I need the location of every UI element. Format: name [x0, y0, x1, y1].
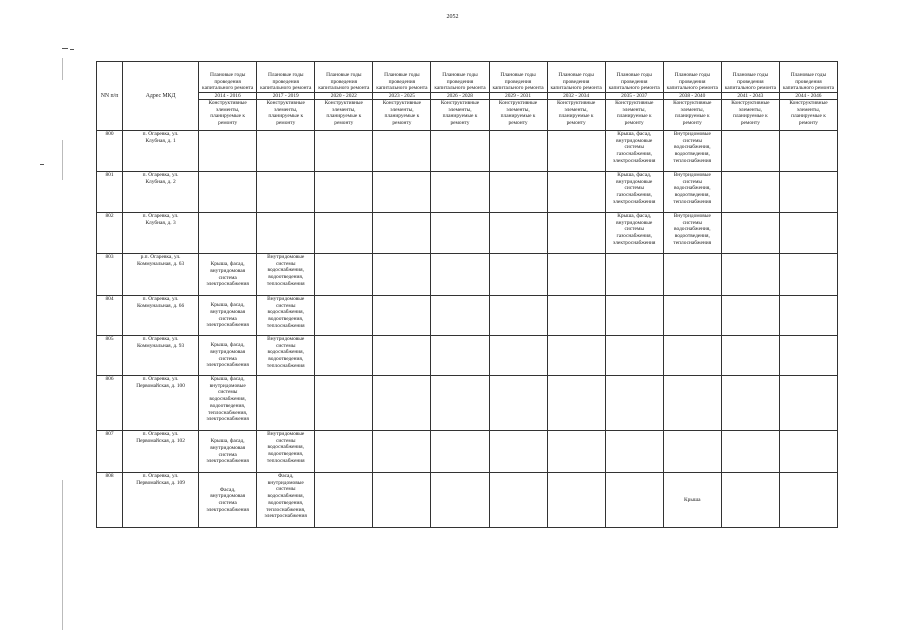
- table-row: [97, 473, 838, 528]
- work-cell-2020-2022: [315, 254, 373, 296]
- work-cell-2038-2040: Внутридомовые системы водоснабжения, водоотведения, теплоснабжения: [663, 172, 721, 213]
- header-elements-label: Конструктивные элементы, планируемые к ремонту: [721, 100, 779, 131]
- work-cell-2032-2034: [547, 376, 605, 431]
- row-address: п. Огаревка, ул. Первомайская, д. 102: [123, 431, 199, 473]
- work-cell-2017-2019: Внутридомовые системы водоснабжения, водоотведения, теплоснабжения: [257, 254, 315, 296]
- work-cell-2035-2037: [605, 431, 663, 473]
- header-period-label: Плановые годы проведения капитального ремонта: [547, 62, 605, 93]
- work-cell-2038-2040: Внутридомовые системы водоснабжения, водоотведения, теплоснабжения: [663, 213, 721, 254]
- work-cell-2041-2043: [721, 131, 779, 172]
- row-number: 808: [97, 473, 123, 528]
- scan-artifact: [62, 480, 63, 630]
- work-cell-2035-2037: [605, 254, 663, 296]
- work-cell-2029-2031: [489, 376, 547, 431]
- work-cell-2020-2022: [315, 431, 373, 473]
- header-period-label: Плановые годы проведения капитального ремонта: [489, 62, 547, 93]
- scan-artifact: [62, 58, 63, 80]
- work-cell-2032-2034: [547, 296, 605, 336]
- row-number: 802: [97, 213, 123, 254]
- work-cell-2023-2025: [373, 473, 431, 528]
- work-cell-2026-2028: [431, 131, 489, 172]
- header-period-label: Плановые годы проведения капитального ремонта: [257, 62, 315, 93]
- work-cell-2029-2031: [489, 473, 547, 528]
- header-period-years: 2020 - 2022: [315, 93, 373, 100]
- header-period-years: 2026 - 2028: [431, 93, 489, 100]
- table-row: [97, 213, 838, 254]
- work-cell-2044-2046: [779, 172, 837, 213]
- work-cell-2038-2040: [663, 254, 721, 296]
- work-cell-2029-2031: [489, 336, 547, 376]
- work-cell-2041-2043: [721, 213, 779, 254]
- work-cell-2035-2037: Крыша, фасад, внутридомовые системы газоснабжения, электроснабжения: [605, 213, 663, 254]
- header-period-label: Плановые годы проведения капитального ремонта: [373, 62, 431, 93]
- work-cell-2014-2016: [199, 131, 257, 172]
- work-cell-2023-2025: [373, 213, 431, 254]
- work-cell-2038-2040: Внутридомовые системы водоснабжения, водоотведения, теплоснабжения: [663, 131, 721, 172]
- header-number-column: NN п/п: [97, 62, 123, 131]
- work-cell-2041-2043: [721, 376, 779, 431]
- table-row: [97, 172, 838, 213]
- work-cell-2041-2043: [721, 473, 779, 528]
- work-cell-2032-2034: [547, 431, 605, 473]
- header-elements-label: Конструктивные элементы, планируемые к ремонту: [605, 100, 663, 131]
- work-cell-2035-2037: [605, 376, 663, 431]
- row-number: 800: [97, 131, 123, 172]
- work-cell-2026-2028: [431, 473, 489, 528]
- table-row: [97, 131, 838, 172]
- work-cell-2041-2043: [721, 336, 779, 376]
- work-cell-2029-2031: [489, 296, 547, 336]
- header-period-years: 2032 - 2034: [547, 93, 605, 100]
- work-cell-2023-2025: [373, 254, 431, 296]
- page-number: 2052: [446, 14, 459, 20]
- work-cell-2038-2040: [663, 336, 721, 376]
- repair-plan-table: [96, 61, 838, 528]
- work-cell-2044-2046: [779, 431, 837, 473]
- work-cell-2044-2046: [779, 376, 837, 431]
- work-cell-2020-2022: [315, 131, 373, 172]
- work-cell-2041-2043: [721, 254, 779, 296]
- header-period-years: 2029 - 2031: [489, 93, 547, 100]
- table-row: [97, 376, 838, 431]
- work-cell-2026-2028: [431, 254, 489, 296]
- work-cell-2032-2034: [547, 254, 605, 296]
- work-cell-2023-2025: [373, 336, 431, 376]
- header-elements-label: Конструктивные элементы, планируемые к ремонту: [779, 100, 837, 131]
- work-cell-2020-2022: [315, 296, 373, 336]
- work-cell-2044-2046: [779, 473, 837, 528]
- header-elements-label: Конструктивные элементы, планируемые к ремонту: [663, 100, 721, 131]
- work-cell-2020-2022: [315, 213, 373, 254]
- header-period-years: 2038 - 2040: [663, 93, 721, 100]
- work-cell-2014-2016: Крыша, фасад, внутридомовые системы водоснабжения, водоотведения, теплоснабжения, электроснабжения: [199, 376, 257, 431]
- work-cell-2038-2040: [663, 431, 721, 473]
- row-number: 806: [97, 376, 123, 431]
- work-cell-2017-2019: Внутридомовые системы водоснабжения, водоотведения, теплоснабжения: [257, 431, 315, 473]
- header-period-years: 2023 - 2025: [373, 93, 431, 100]
- header-elements-label: Конструктивные элементы, планируемые к ремонту: [489, 100, 547, 131]
- work-cell-2026-2028: [431, 172, 489, 213]
- work-cell-2014-2016: Крыша, фасад, внутридомовая система электроснабжения: [199, 254, 257, 296]
- work-cell-2020-2022: [315, 336, 373, 376]
- work-cell-2017-2019: [257, 376, 315, 431]
- header-period-label: Плановые годы проведения капитального ремонта: [721, 62, 779, 93]
- work-cell-2026-2028: [431, 431, 489, 473]
- header-period-label: Плановые годы проведения капитального ремонта: [199, 62, 257, 93]
- work-cell-2017-2019: [257, 172, 315, 213]
- work-cell-2035-2037: Крыша, фасад, внутридомовые системы газоснабжения, электроснабжения: [605, 172, 663, 213]
- work-cell-2017-2019: Внутридомовые системы водоснабжения, водоотведения, теплоснабжения: [257, 296, 315, 336]
- work-cell-2026-2028: [431, 213, 489, 254]
- scan-artifact: [70, 49, 74, 50]
- work-cell-2029-2031: [489, 131, 547, 172]
- work-cell-2014-2016: [199, 213, 257, 254]
- work-cell-2035-2037: [605, 296, 663, 336]
- row-address: п. Огаревка, ул. Первомайская, д. 109: [123, 473, 199, 528]
- row-address: п. Огаревка, ул. Коммунальная, д. 66: [123, 296, 199, 336]
- work-cell-2014-2016: Крыша, фасад, внутридомовая система электроснабжения: [199, 336, 257, 376]
- work-cell-2017-2019: [257, 213, 315, 254]
- work-cell-2032-2034: [547, 213, 605, 254]
- scan-artifact: [40, 164, 44, 165]
- table-body: [97, 131, 838, 528]
- work-cell-2032-2034: [547, 172, 605, 213]
- work-cell-2029-2031: [489, 254, 547, 296]
- row-number: 805: [97, 336, 123, 376]
- header-period-years: 2041 - 2043: [721, 93, 779, 100]
- work-cell-2035-2037: [605, 473, 663, 528]
- row-number: 803: [97, 254, 123, 296]
- work-cell-2014-2016: Крыша, фасад, внутридомовая система электроснабжения: [199, 431, 257, 473]
- scan-artifact: [62, 140, 63, 180]
- table-header: [97, 62, 838, 131]
- work-cell-2023-2025: [373, 296, 431, 336]
- row-address: р.п. Огаревка, ул. Коммунальная, д. 63: [123, 254, 199, 296]
- work-cell-2038-2040: Крыша: [663, 473, 721, 528]
- work-cell-2023-2025: [373, 131, 431, 172]
- work-cell-2017-2019: [257, 131, 315, 172]
- work-cell-2044-2046: [779, 131, 837, 172]
- work-cell-2044-2046: [779, 336, 837, 376]
- work-cell-2014-2016: [199, 172, 257, 213]
- work-cell-2026-2028: [431, 296, 489, 336]
- work-cell-2029-2031: [489, 431, 547, 473]
- work-cell-2041-2043: [721, 296, 779, 336]
- work-cell-2017-2019: Фасад, внутридомовые системы водоснабжения, водоотведения, теплоснабжения, электроснабжения: [257, 473, 315, 528]
- header-period-label: Плановые годы проведения капитального ремонта: [431, 62, 489, 93]
- work-cell-2041-2043: [721, 431, 779, 473]
- work-cell-2035-2037: Крыша, фасад, внутридомовые системы газоснабжения, электроснабжения: [605, 131, 663, 172]
- work-cell-2038-2040: [663, 296, 721, 336]
- header-period-years: 2017 - 2019: [257, 93, 315, 100]
- work-cell-2029-2031: [489, 213, 547, 254]
- work-cell-2029-2031: [489, 172, 547, 213]
- table-row: [97, 254, 838, 296]
- header-elements-label: Конструктивные элементы, планируемые к ремонту: [547, 100, 605, 131]
- table-row: [97, 296, 838, 336]
- work-cell-2044-2046: [779, 296, 837, 336]
- header-elements-label: Конструктивные элементы, планируемые к ремонту: [199, 100, 257, 131]
- row-number: 801: [97, 172, 123, 213]
- work-cell-2044-2046: [779, 254, 837, 296]
- row-address: п. Огаревка, ул. Первомайская, д. 100: [123, 376, 199, 431]
- table-row: [97, 431, 838, 473]
- work-cell-2014-2016: Крыша, фасад, внутридомовая система электроснабжения: [199, 296, 257, 336]
- work-cell-2032-2034: [547, 336, 605, 376]
- header-period-label: Плановые годы проведения капитального ремонта: [605, 62, 663, 93]
- row-address: п. Огаревка, ул. Клубная, д. 3: [123, 213, 199, 254]
- header-elements-label: Конструктивные элементы, планируемые к ремонту: [315, 100, 373, 131]
- work-cell-2023-2025: [373, 376, 431, 431]
- work-cell-2038-2040: [663, 376, 721, 431]
- work-cell-2023-2025: [373, 172, 431, 213]
- header-period-label: Плановые годы проведения капитального ремонта: [315, 62, 373, 93]
- table-row: [97, 336, 838, 376]
- header-period-label: Плановые годы проведения капитального ремонта: [779, 62, 837, 93]
- work-cell-2023-2025: [373, 431, 431, 473]
- header-address-column: Адрес МКД: [123, 62, 199, 131]
- work-cell-2035-2037: [605, 336, 663, 376]
- header-elements-label: Конструктивные элементы, планируемые к ремонту: [257, 100, 315, 131]
- work-cell-2020-2022: [315, 172, 373, 213]
- work-cell-2032-2034: [547, 131, 605, 172]
- work-cell-2026-2028: [431, 336, 489, 376]
- header-period-years: 2014 - 2016: [199, 93, 257, 100]
- row-number: 807: [97, 431, 123, 473]
- header-period-years: 2044 - 2046: [779, 93, 837, 100]
- work-cell-2041-2043: [721, 172, 779, 213]
- header-elements-label: Конструктивные элементы, планируемые к ремонту: [373, 100, 431, 131]
- header-elements-label: Конструктивные элементы, планируемые к ремонту: [431, 100, 489, 131]
- work-cell-2017-2019: Внутридомовые системы водоснабжения, водоотведения, теплоснабжения: [257, 336, 315, 376]
- scan-artifact: [62, 48, 68, 49]
- work-cell-2032-2034: [547, 473, 605, 528]
- row-address: п. Огаревка, ул. Клубная, д. 2: [123, 172, 199, 213]
- row-number: 804: [97, 296, 123, 336]
- work-cell-2020-2022: [315, 376, 373, 431]
- header-period-years: 2035 - 2037: [605, 93, 663, 100]
- row-address: п. Огаревка, ул. Клубная, д. 1: [123, 131, 199, 172]
- work-cell-2026-2028: [431, 376, 489, 431]
- header-period-label: Плановые годы проведения капитального ремонта: [663, 62, 721, 93]
- work-cell-2014-2016: Фасад, внутридомовая система электроснабжения: [199, 473, 257, 528]
- work-cell-2020-2022: [315, 473, 373, 528]
- row-address: п. Огаревка, ул. Коммунальная, д. 93: [123, 336, 199, 376]
- work-cell-2044-2046: [779, 213, 837, 254]
